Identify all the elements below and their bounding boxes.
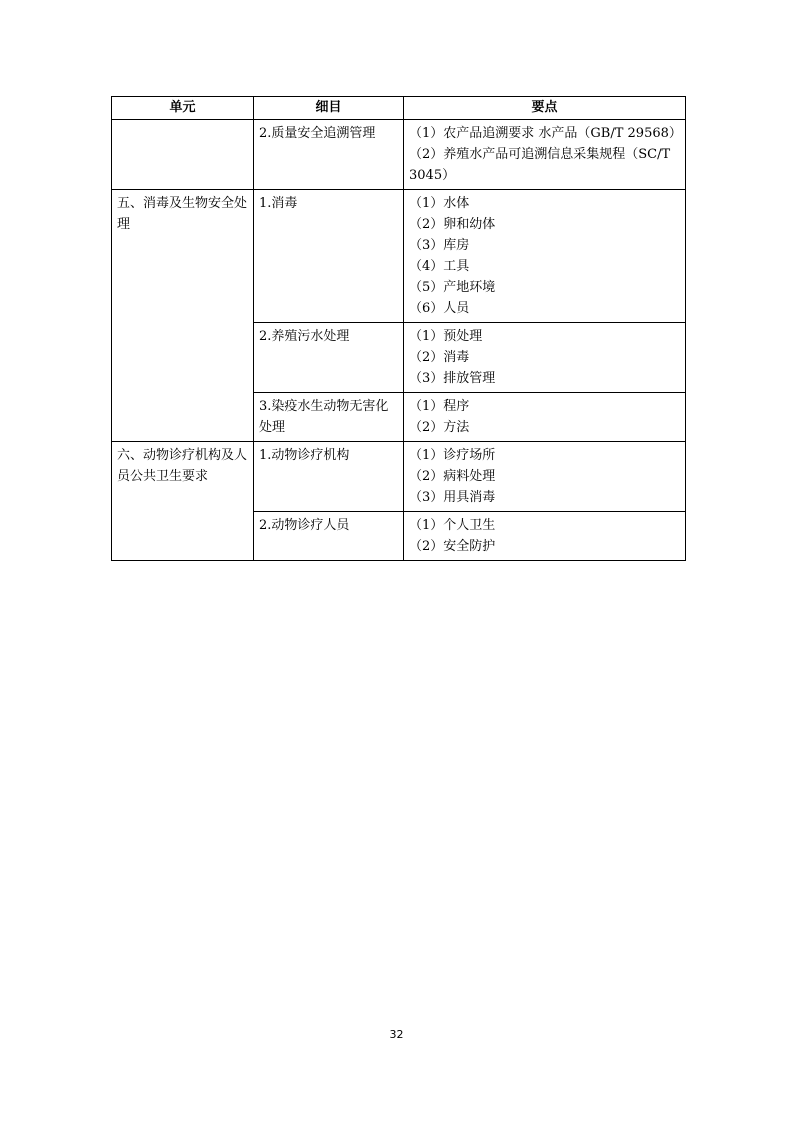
item-cell: 1.消毒 xyxy=(254,190,404,323)
point-line: （1）水体 xyxy=(409,196,470,211)
point-line: （2）养殖水产品可追溯信息采集规程（SC/T 3045） xyxy=(409,147,671,183)
points-cell xyxy=(404,393,686,442)
point-line: （1）个人卫生 xyxy=(409,518,496,533)
point-line: （1）诊疗场所 xyxy=(409,448,496,463)
table-header-row xyxy=(112,97,686,120)
point-line: （3）排放管理 xyxy=(409,371,496,386)
table-row xyxy=(112,190,686,323)
item-cell: 2.养殖污水处理 xyxy=(254,323,404,393)
page-number: 32 xyxy=(389,1028,404,1041)
point-line: （3）用具消毒 xyxy=(409,490,496,505)
header-item: 细目 xyxy=(254,97,404,120)
unit-cell xyxy=(112,120,254,190)
header-unit: 单元 xyxy=(112,97,254,120)
points-cell xyxy=(404,512,686,561)
table-row xyxy=(112,442,686,512)
point-line: （2）病料处理 xyxy=(409,469,496,484)
header-points: 要点 xyxy=(404,97,686,120)
point-line: （1）预处理 xyxy=(409,329,483,344)
point-line: （6）人员 xyxy=(409,301,470,316)
point-line: （4）工具 xyxy=(409,259,470,274)
point-line: （1）程序 xyxy=(409,399,470,414)
item-cell: 3.染疫水生动物无害化处理 xyxy=(254,393,404,442)
points-cell xyxy=(404,120,686,190)
point-line: （2）卵和幼体 xyxy=(409,217,496,232)
unit-cell: 五、消毒及生物安全处理 xyxy=(112,190,254,442)
item-cell: 2.动物诊疗人员 xyxy=(254,512,404,561)
item-cell: 1.动物诊疗机构 xyxy=(254,442,404,512)
unit-cell: 六、动物诊疗机构及人员公共卫生要求 xyxy=(112,442,254,561)
point-line: （2）方法 xyxy=(409,420,470,435)
table-row xyxy=(112,120,686,190)
syllabus-table xyxy=(111,96,686,561)
item-cell: 2.质量安全追溯管理 xyxy=(254,120,404,190)
point-line: （2）消毒 xyxy=(409,350,470,365)
point-line: （1）农产品追溯要求 水产品（GB/T 29568） xyxy=(409,126,682,141)
point-line: （3）库房 xyxy=(409,238,470,253)
point-line: （5）产地环境 xyxy=(409,280,496,295)
point-line: （2）安全防护 xyxy=(409,539,496,554)
points-cell xyxy=(404,323,686,393)
points-cell xyxy=(404,442,686,512)
points-cell xyxy=(404,190,686,323)
